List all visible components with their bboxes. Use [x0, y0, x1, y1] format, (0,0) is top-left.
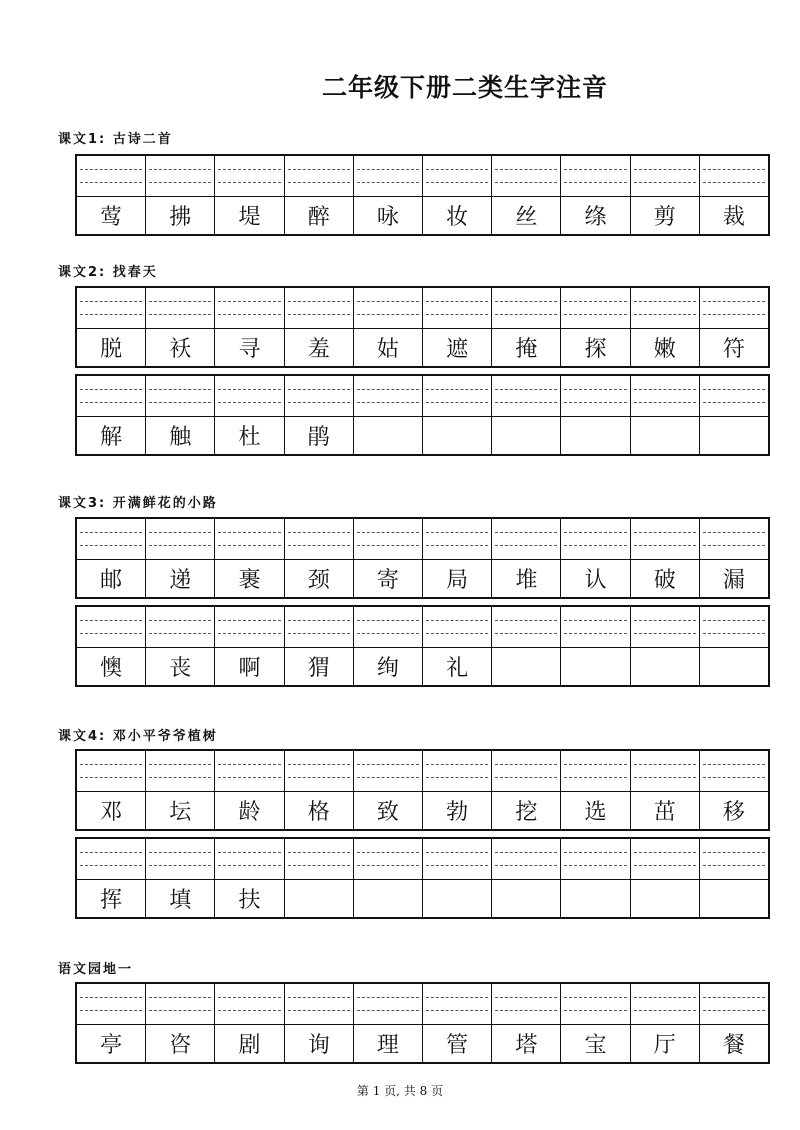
pinyin-writing-area[interactable] — [285, 288, 353, 329]
character-cell — [77, 607, 145, 685]
pinyin-writing-area[interactable] — [700, 376, 768, 417]
pinyin-writing-area[interactable] — [215, 288, 283, 329]
character-cell — [422, 607, 491, 685]
hanzi-character: 解 — [100, 424, 123, 450]
character-cell — [560, 607, 629, 685]
hanzi-character: 亭 — [100, 1032, 123, 1058]
hanzi-character: 剧 — [238, 1032, 261, 1058]
pinyin-writing-area[interactable] — [215, 519, 283, 560]
hanzi-character: 选 — [584, 799, 607, 825]
hanzi-character: 厅 — [653, 1032, 676, 1058]
character-cell — [214, 156, 283, 234]
character-cell — [284, 519, 353, 597]
character-cell — [214, 839, 283, 917]
hanzi-character: 羞 — [307, 336, 330, 362]
pinyin-writing-area[interactable] — [561, 839, 629, 880]
character-cell — [145, 288, 214, 366]
pinyin-writing-area[interactable] — [700, 839, 768, 880]
character-cell — [422, 519, 491, 597]
hanzi-character — [561, 416, 629, 454]
pinyin-writing-area[interactable] — [492, 839, 560, 880]
character-cell — [630, 519, 699, 597]
pinyin-writing-area[interactable] — [146, 751, 214, 792]
character-cell — [77, 519, 145, 597]
hanzi-character: 探 — [584, 336, 607, 362]
hanzi-character: 莺 — [100, 204, 123, 230]
hanzi-character — [700, 647, 768, 685]
character-cell — [353, 984, 422, 1062]
character-cell — [491, 519, 560, 597]
hanzi-character — [631, 416, 699, 454]
hanzi-character — [354, 416, 422, 454]
pinyin-writing-area[interactable] — [354, 519, 422, 560]
character-grid — [75, 286, 770, 456]
character-cell — [699, 984, 768, 1062]
character-cell — [145, 751, 214, 829]
pinyin-writing-area[interactable] — [492, 751, 560, 792]
pinyin-writing-area[interactable] — [561, 607, 629, 648]
character-cell — [353, 519, 422, 597]
hanzi-character: 堤 — [238, 204, 261, 230]
hanzi-character — [561, 647, 629, 685]
character-cell — [145, 156, 214, 234]
pinyin-writing-area[interactable] — [700, 519, 768, 560]
character-cell — [284, 751, 353, 829]
grid-row — [75, 749, 770, 831]
hanzi-character: 邮 — [100, 567, 123, 593]
hanzi-character: 绚 — [376, 655, 399, 681]
character-cell — [630, 607, 699, 685]
pinyin-writing-area[interactable] — [215, 376, 283, 417]
pinyin-writing-area[interactable] — [77, 376, 145, 417]
grid-row — [75, 374, 770, 456]
character-cell — [214, 607, 283, 685]
pinyin-writing-area[interactable] — [354, 288, 422, 329]
pinyin-writing-area[interactable] — [354, 156, 422, 197]
character-cell — [491, 376, 560, 454]
character-cell — [353, 751, 422, 829]
character-cell — [699, 376, 768, 454]
grid-row — [75, 154, 770, 236]
hanzi-character: 触 — [169, 424, 192, 450]
hanzi-character: 漏 — [722, 567, 745, 593]
pinyin-writing-area[interactable] — [561, 376, 629, 417]
pinyin-writing-area[interactable] — [561, 156, 629, 197]
hanzi-character: 颈 — [307, 567, 330, 593]
pinyin-writing-area[interactable] — [561, 288, 629, 329]
character-cell — [284, 288, 353, 366]
section-title: 语文园地一 — [58, 962, 134, 977]
hanzi-character: 管 — [446, 1032, 469, 1058]
character-cell — [699, 839, 768, 917]
hanzi-character: 嫩 — [653, 336, 676, 362]
character-cell — [214, 751, 283, 829]
section-title: 课文4: 邓小平爷爷植树 — [58, 729, 218, 744]
pinyin-writing-area[interactable] — [354, 376, 422, 417]
character-cell — [145, 984, 214, 1062]
pinyin-writing-area[interactable] — [215, 607, 283, 648]
pinyin-writing-area[interactable] — [77, 288, 145, 329]
pinyin-writing-area[interactable] — [215, 984, 283, 1025]
pinyin-writing-area[interactable] — [423, 607, 491, 648]
hanzi-character: 啊 — [238, 655, 261, 681]
character-grid — [75, 749, 770, 919]
hanzi-character: 脱 — [100, 336, 123, 362]
pinyin-writing-area[interactable] — [77, 519, 145, 560]
hanzi-character — [354, 879, 422, 917]
pinyin-writing-area[interactable] — [146, 607, 214, 648]
hanzi-character: 递 — [169, 567, 192, 593]
pinyin-writing-area[interactable] — [285, 376, 353, 417]
pinyin-writing-area[interactable] — [423, 519, 491, 560]
pinyin-writing-area[interactable] — [561, 751, 629, 792]
pinyin-writing-area[interactable] — [146, 288, 214, 329]
character-cell — [214, 288, 283, 366]
hanzi-character: 理 — [376, 1032, 399, 1058]
hanzi-character: 咨 — [169, 1032, 192, 1058]
character-cell — [630, 751, 699, 829]
pinyin-writing-area[interactable] — [215, 839, 283, 880]
character-cell — [630, 156, 699, 234]
character-cell — [284, 607, 353, 685]
character-cell — [145, 607, 214, 685]
pinyin-writing-area[interactable] — [700, 984, 768, 1025]
hanzi-character: 询 — [307, 1032, 330, 1058]
character-cell — [422, 376, 491, 454]
hanzi-character — [492, 416, 560, 454]
pinyin-writing-area[interactable] — [492, 156, 560, 197]
character-cell — [77, 839, 145, 917]
section-title: 课文2: 找春天 — [58, 265, 158, 280]
character-cell — [284, 984, 353, 1062]
pinyin-writing-area[interactable] — [285, 519, 353, 560]
pinyin-writing-area[interactable] — [285, 751, 353, 792]
character-cell — [630, 376, 699, 454]
character-cell — [560, 288, 629, 366]
pinyin-writing-area[interactable] — [631, 839, 699, 880]
character-cell — [491, 984, 560, 1062]
hanzi-character: 破 — [653, 567, 676, 593]
pinyin-writing-area[interactable] — [146, 519, 214, 560]
hanzi-character: 塔 — [515, 1032, 538, 1058]
character-cell — [422, 839, 491, 917]
pinyin-writing-area[interactable] — [77, 751, 145, 792]
hanzi-character: 掩 — [515, 336, 538, 362]
hanzi-character: 堆 — [515, 567, 538, 593]
pinyin-writing-area[interactable] — [700, 607, 768, 648]
hanzi-character: 咏 — [376, 204, 399, 230]
character-cell — [422, 984, 491, 1062]
character-cell — [353, 156, 422, 234]
hanzi-character: 绦 — [584, 204, 607, 230]
pinyin-writing-area[interactable] — [146, 984, 214, 1025]
pinyin-writing-area[interactable] — [631, 607, 699, 648]
hanzi-character — [700, 416, 768, 454]
pinyin-writing-area[interactable] — [561, 984, 629, 1025]
pinyin-writing-area[interactable] — [561, 519, 629, 560]
character-cell — [560, 519, 629, 597]
hanzi-character: 袄 — [169, 336, 192, 362]
pinyin-writing-area[interactable] — [700, 288, 768, 329]
pinyin-writing-area[interactable] — [700, 156, 768, 197]
character-cell — [699, 288, 768, 366]
pinyin-writing-area[interactable] — [354, 984, 422, 1025]
pinyin-writing-area[interactable] — [77, 156, 145, 197]
character-cell — [491, 839, 560, 917]
hanzi-character — [492, 647, 560, 685]
character-cell — [145, 519, 214, 597]
hanzi-character: 宝 — [584, 1032, 607, 1058]
hanzi-character: 填 — [169, 887, 192, 913]
page-footer: 第 1 页, 共 8 页 — [356, 1084, 444, 1098]
hanzi-character: 茁 — [653, 799, 676, 825]
pinyin-writing-area[interactable] — [215, 156, 283, 197]
character-cell — [630, 839, 699, 917]
hanzi-character — [631, 879, 699, 917]
page-title: 二年级下册二类生字注音 — [321, 73, 608, 102]
character-cell — [353, 607, 422, 685]
character-cell — [560, 156, 629, 234]
hanzi-character: 龄 — [238, 799, 261, 825]
pinyin-writing-area[interactable] — [146, 156, 214, 197]
grid-row — [75, 605, 770, 687]
hanzi-character: 裹 — [238, 567, 261, 593]
pinyin-writing-area[interactable] — [423, 288, 491, 329]
character-cell — [560, 751, 629, 829]
character-cell — [145, 839, 214, 917]
grid-row — [75, 286, 770, 368]
hanzi-character: 猬 — [307, 655, 330, 681]
hanzi-character: 勃 — [446, 799, 469, 825]
pinyin-writing-area[interactable] — [492, 288, 560, 329]
hanzi-character: 杜 — [238, 424, 261, 450]
hanzi-character: 鹃 — [307, 424, 330, 450]
character-cell — [353, 376, 422, 454]
pinyin-writing-area[interactable] — [631, 984, 699, 1025]
pinyin-writing-area[interactable] — [354, 751, 422, 792]
character-cell — [353, 839, 422, 917]
character-cell — [77, 288, 145, 366]
hanzi-character: 认 — [584, 567, 607, 593]
character-cell — [491, 288, 560, 366]
hanzi-character: 挥 — [100, 887, 123, 913]
pinyin-writing-area[interactable] — [631, 288, 699, 329]
pinyin-writing-area[interactable] — [77, 839, 145, 880]
hanzi-character: 移 — [722, 799, 745, 825]
character-cell — [214, 984, 283, 1062]
character-cell — [284, 376, 353, 454]
grid-row — [75, 982, 770, 1064]
pinyin-writing-area[interactable] — [631, 751, 699, 792]
pinyin-writing-area[interactable] — [492, 984, 560, 1025]
pinyin-writing-area[interactable] — [285, 156, 353, 197]
hanzi-character: 礼 — [446, 655, 469, 681]
pinyin-writing-area[interactable] — [146, 376, 214, 417]
hanzi-character: 局 — [446, 567, 469, 593]
character-cell — [630, 984, 699, 1062]
hanzi-character: 邓 — [100, 799, 123, 825]
character-cell — [422, 751, 491, 829]
pinyin-writing-area[interactable] — [285, 839, 353, 880]
pinyin-writing-area[interactable] — [423, 751, 491, 792]
character-cell — [77, 156, 145, 234]
hanzi-character: 丝 — [515, 204, 538, 230]
hanzi-character: 寻 — [238, 336, 261, 362]
pinyin-writing-area[interactable] — [423, 156, 491, 197]
pinyin-writing-area[interactable] — [631, 376, 699, 417]
pinyin-writing-area[interactable] — [215, 751, 283, 792]
character-cell — [214, 376, 283, 454]
character-cell — [491, 156, 560, 234]
hanzi-character: 寄 — [376, 567, 399, 593]
character-grid — [75, 982, 770, 1064]
hanzi-character: 格 — [307, 799, 330, 825]
character-cell — [560, 376, 629, 454]
hanzi-character: 裁 — [722, 204, 745, 230]
hanzi-character: 餐 — [722, 1032, 745, 1058]
hanzi-character: 坛 — [169, 799, 192, 825]
character-cell — [284, 839, 353, 917]
character-cell — [422, 156, 491, 234]
pinyin-writing-area[interactable] — [354, 839, 422, 880]
pinyin-writing-area[interactable] — [423, 839, 491, 880]
character-cell — [214, 519, 283, 597]
character-grid — [75, 154, 770, 236]
hanzi-character — [700, 879, 768, 917]
character-cell — [560, 984, 629, 1062]
pinyin-writing-area[interactable] — [631, 156, 699, 197]
hanzi-character: 妆 — [446, 204, 469, 230]
hanzi-character — [631, 647, 699, 685]
character-cell — [422, 288, 491, 366]
character-cell — [284, 156, 353, 234]
pinyin-writing-area[interactable] — [423, 376, 491, 417]
grid-row — [75, 837, 770, 919]
character-cell — [353, 288, 422, 366]
character-cell — [491, 607, 560, 685]
pinyin-writing-area[interactable] — [700, 751, 768, 792]
character-cell — [699, 751, 768, 829]
pinyin-writing-area[interactable] — [146, 839, 214, 880]
hanzi-character: 扶 — [238, 887, 261, 913]
pinyin-writing-area[interactable] — [492, 376, 560, 417]
hanzi-character — [423, 416, 491, 454]
hanzi-character: 致 — [376, 799, 399, 825]
hanzi-character: 懊 — [100, 655, 123, 681]
pinyin-writing-area[interactable] — [77, 984, 145, 1025]
pinyin-writing-area[interactable] — [423, 984, 491, 1025]
character-cell — [77, 751, 145, 829]
section-title: 课文3: 开满鲜花的小路 — [58, 496, 218, 511]
character-grid — [75, 517, 770, 687]
hanzi-character — [423, 879, 491, 917]
pinyin-writing-area[interactable] — [77, 607, 145, 648]
hanzi-character: 剪 — [653, 204, 676, 230]
character-cell — [77, 984, 145, 1062]
hanzi-character: 挖 — [515, 799, 538, 825]
hanzi-character: 符 — [722, 336, 745, 362]
hanzi-character — [285, 879, 353, 917]
hanzi-character: 姑 — [376, 336, 399, 362]
hanzi-character: 丧 — [169, 655, 192, 681]
character-cell — [560, 839, 629, 917]
character-cell — [699, 607, 768, 685]
character-cell — [145, 376, 214, 454]
hanzi-character — [561, 879, 629, 917]
grid-row — [75, 517, 770, 599]
hanzi-character: 醉 — [307, 204, 330, 230]
pinyin-writing-area[interactable] — [285, 984, 353, 1025]
character-cell — [699, 156, 768, 234]
pinyin-writing-area[interactable] — [285, 607, 353, 648]
character-cell — [77, 376, 145, 454]
hanzi-character: 拂 — [169, 204, 192, 230]
pinyin-writing-area[interactable] — [354, 607, 422, 648]
character-cell — [699, 519, 768, 597]
section-title: 课文1: 古诗二首 — [58, 132, 173, 147]
character-cell — [491, 751, 560, 829]
character-cell — [630, 288, 699, 366]
hanzi-character: 遮 — [446, 336, 469, 362]
pinyin-writing-area[interactable] — [492, 519, 560, 560]
hanzi-character — [492, 879, 560, 917]
pinyin-writing-area[interactable] — [492, 607, 560, 648]
pinyin-writing-area[interactable] — [631, 519, 699, 560]
